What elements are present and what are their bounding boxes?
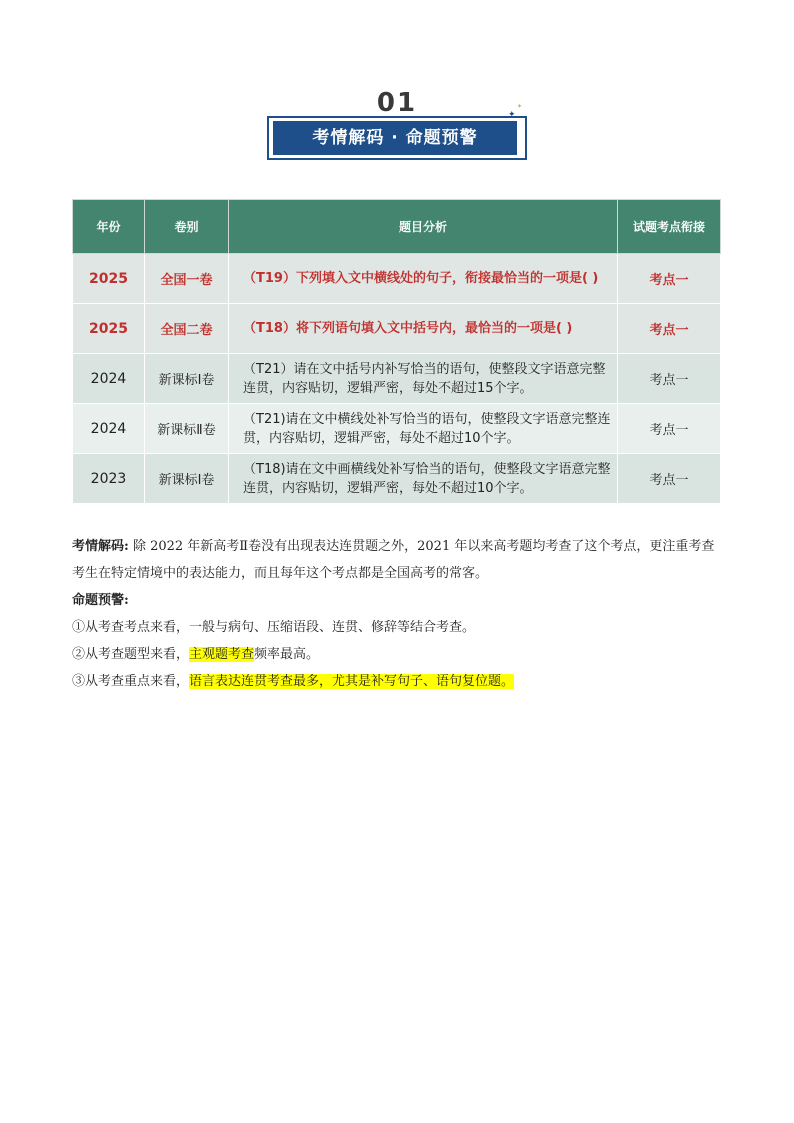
warn-item-1: ①从考查考点来看，一般与病句、压缩语段、连贯、修辞等结合考查。 (72, 620, 476, 635)
sparkle-icon: ✦ (508, 110, 516, 120)
warn-item-3 (72, 668, 722, 695)
cell-question: （T19）下列填入文中横线处的句子，衔接最恰当的一项是( ) (229, 254, 618, 304)
item2-suffix: 频率最高。 (254, 647, 320, 662)
cell-year: 2025 (73, 254, 145, 304)
table-row (73, 404, 721, 454)
cell-point: 考点一 (618, 454, 721, 504)
sparkle-icon: ✦ (517, 103, 523, 110)
table-row (73, 254, 721, 304)
cell-question: （T18)请在文中画横线处补写恰当的语句，使整段文字语意完整连贯，内容贴切，逻辑严密，每处不超过10个字。 (229, 454, 618, 504)
cell-paper: 新课标Ⅰ卷 (145, 454, 229, 504)
warn-label-text: 命题预警: (72, 593, 129, 608)
header-paper: 卷别 (145, 200, 229, 254)
item2-highlight: 主观题考查 (189, 647, 255, 662)
cell-question: （T18）将下列语句填入文中括号内，最恰当的一项是( ) (229, 304, 618, 354)
header-year: 年份 (73, 200, 145, 254)
decode-text: 除 2022 年新高考Ⅱ卷没有出现表达连贯题之外，2021 年以来高考题均考查了这个考点，更注重考查考生在特定情境中的表达能力，而且每年这个考点都是全国高考的常客。 (72, 539, 715, 581)
table-row (73, 304, 721, 354)
decode-paragraph (72, 533, 722, 587)
cell-year: 2025 (73, 304, 145, 354)
item3-prefix: ③从考查重点来看， (72, 674, 190, 689)
section-header (0, 88, 794, 168)
warn-item-2 (72, 641, 722, 668)
cell-paper: 新课标Ⅰ卷 (145, 354, 229, 404)
table-header-row (73, 200, 721, 254)
section-title: 考情解码 · 命题预警 (273, 121, 517, 155)
cell-point: 考点一 (618, 354, 721, 404)
table-row (73, 454, 721, 504)
header-point: 试题考点衔接 (618, 200, 721, 254)
cell-year: 2023 (73, 454, 145, 504)
analysis-notes (72, 533, 722, 695)
item3-highlight: 语言表达连贯考查最多，尤其是补写句子、语句复位题。 (189, 674, 515, 689)
cell-year: 2024 (73, 404, 145, 454)
cell-point: 考点一 (618, 254, 721, 304)
cell-year: 2024 (73, 354, 145, 404)
warn-label (72, 587, 722, 614)
cell-paper: 全国二卷 (145, 304, 229, 354)
item2-prefix: ②从考查题型来看， (72, 647, 190, 662)
cell-question: （T21)请在文中横线处补写恰当的语句，使整段文字语意完整连贯，内容贴切，逻辑严密，每处不超过10个字。 (229, 404, 618, 454)
exam-analysis-table (72, 199, 721, 504)
cell-paper: 新课标Ⅱ卷 (145, 404, 229, 454)
section-number: 01 (376, 88, 418, 118)
decode-label: 考情解码: (72, 539, 129, 554)
header-question: 题目分析 (229, 200, 618, 254)
cell-paper: 全国一卷 (145, 254, 229, 304)
table-row (73, 354, 721, 404)
cell-point: 考点一 (618, 304, 721, 354)
cell-point: 考点一 (618, 404, 721, 454)
cell-question: （T21）请在文中括号内补写恰当的语句，使整段文字语意完整连贯，内容贴切，逻辑严密，每处不超过15个字。 (229, 354, 618, 404)
